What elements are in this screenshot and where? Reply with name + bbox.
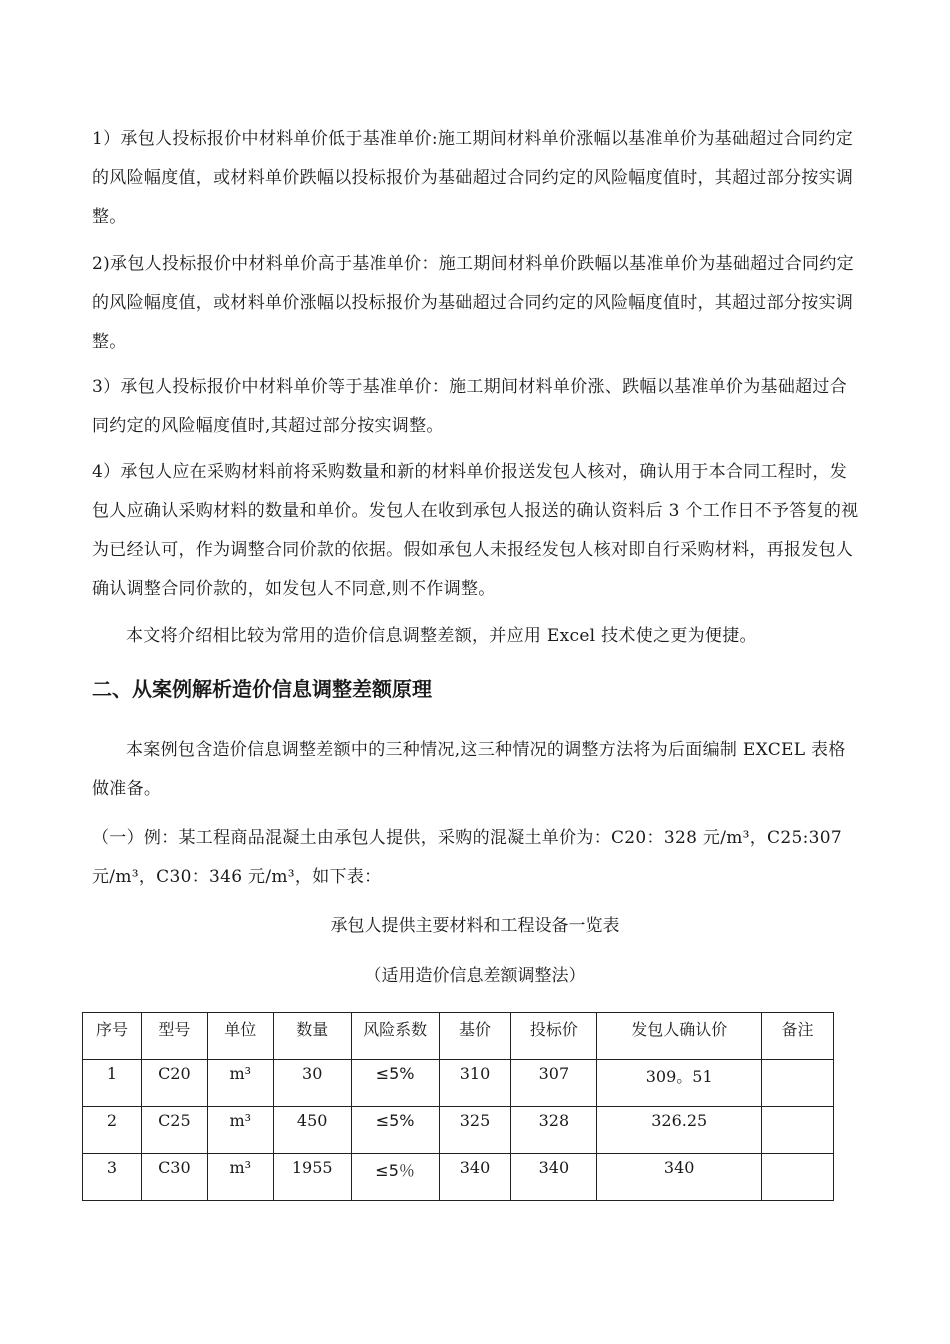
cell-risk: ≤5% xyxy=(351,1107,439,1154)
cell-quantity: 1955 xyxy=(273,1154,351,1201)
table-row xyxy=(83,1107,834,1154)
header-bid-price: 投标价 xyxy=(511,1013,597,1060)
table-subtitle: （适用造价信息差额调整法） xyxy=(364,966,586,986)
header-quantity: 数量 xyxy=(273,1013,351,1060)
header-risk: 风险系数 xyxy=(351,1013,439,1060)
paragraph-rule-3: 3）承包人投标报价中材料单价等于基准单价：施工期间材料单价涨、跌幅以基准单价为基础超过合同约定的风险幅度值时,其超过部分按实调整。 xyxy=(92,377,848,436)
cell-bid-price: 307 xyxy=(511,1060,597,1107)
cell-bid-price: 328 xyxy=(511,1107,597,1154)
cell-risk: ≤5％ xyxy=(351,1154,439,1201)
cell-unit: m³ xyxy=(207,1107,273,1154)
cell-bid-price: 340 xyxy=(511,1154,597,1201)
cell-risk: ≤5% xyxy=(351,1060,439,1107)
header-unit: 单位 xyxy=(207,1013,273,1060)
cell-confirmed-price: 309。51 xyxy=(597,1060,762,1107)
case-intro: 本案例包含造价信息调整差额中的三种情况,这三种情况的调整方法将为后面编制 EXCEL 表格做准备。 xyxy=(92,740,846,799)
cell-remarks xyxy=(762,1107,834,1154)
paragraph-rule-1: 1）承包人投标报价中材料单价低于基准单价:施工期间材料单价涨幅以基准单价为基础超过合同约定的风险幅度值，或材料单价跌幅以投标报价为基础超过合同约定的风险幅度值时，其超过部分按实调整。 xyxy=(92,129,854,227)
cell-base-price: 340 xyxy=(439,1154,511,1201)
cell-quantity: 450 xyxy=(273,1107,351,1154)
cell-remarks xyxy=(762,1060,834,1107)
cell-confirmed-price: 326.25 xyxy=(597,1107,762,1154)
cell-remarks xyxy=(762,1154,834,1201)
cell-confirmed-price: 340 xyxy=(597,1154,762,1201)
table-row xyxy=(83,1060,834,1107)
header-base-price: 基价 xyxy=(439,1013,511,1060)
cell-unit: m³ xyxy=(207,1060,273,1107)
header-confirmed-price: 发包人确认价 xyxy=(597,1013,762,1060)
example-text: （一）例：某工程商品混凝土由承包人提供，采购的混凝土单价为：C20：328 元/m³，C25:307 元/m³，C30：346 元/m³，如下表： xyxy=(92,828,842,887)
cell-model: C20 xyxy=(141,1060,207,1107)
cell-index: 1 xyxy=(83,1060,142,1107)
cell-quantity: 30 xyxy=(273,1060,351,1107)
table-header-row xyxy=(83,1013,834,1060)
cell-base-price: 310 xyxy=(439,1060,511,1107)
paragraph-rule-4: 4）承包人应在采购材料前将采购数量和新的材料单价报送发包人核对，确认用于本合同工程时，发包人应确认采购材料的数量和单价。发包人在收到承包人报送的确认资料后 3 个工作日不予答复的视为已经认可，作为调整合同价款的依据。假如承包人未报经发包人核对即自行采购材料，再报发包人确认调整合同价款的，如发包人不同意,则不作调整。 xyxy=(92,462,859,599)
cell-unit: m³ xyxy=(207,1154,273,1201)
table-title: 承包人提供主要材料和工程设备一览表 xyxy=(330,916,620,936)
cell-base-price: 325 xyxy=(439,1107,511,1154)
section-heading: 二、从案例解析造价信息调整差额原理 xyxy=(92,677,432,701)
cell-model: C25 xyxy=(141,1107,207,1154)
paragraph-rule-2: 2)承包人投标报价中材料单价高于基准单价：施工期间材料单价跌幅以基准单价为基础超过合同约定的风险幅度值，或材料单价涨幅以投标报价为基础超过合同约定的风险幅度值时，其超过部分按实调整。 xyxy=(92,254,854,352)
cell-model: C30 xyxy=(141,1154,207,1201)
paragraph-intro: 本文将介绍相比较为常用的造价信息调整差额，并应用 Excel 技术使之更为便捷。 xyxy=(126,626,757,646)
header-model: 型号 xyxy=(141,1013,207,1060)
header-index: 序号 xyxy=(83,1013,142,1060)
header-remarks: 备注 xyxy=(762,1013,834,1060)
cell-index: 3 xyxy=(83,1154,142,1201)
materials-table xyxy=(82,1012,834,1201)
table-row xyxy=(83,1154,834,1201)
cell-index: 2 xyxy=(83,1107,142,1154)
